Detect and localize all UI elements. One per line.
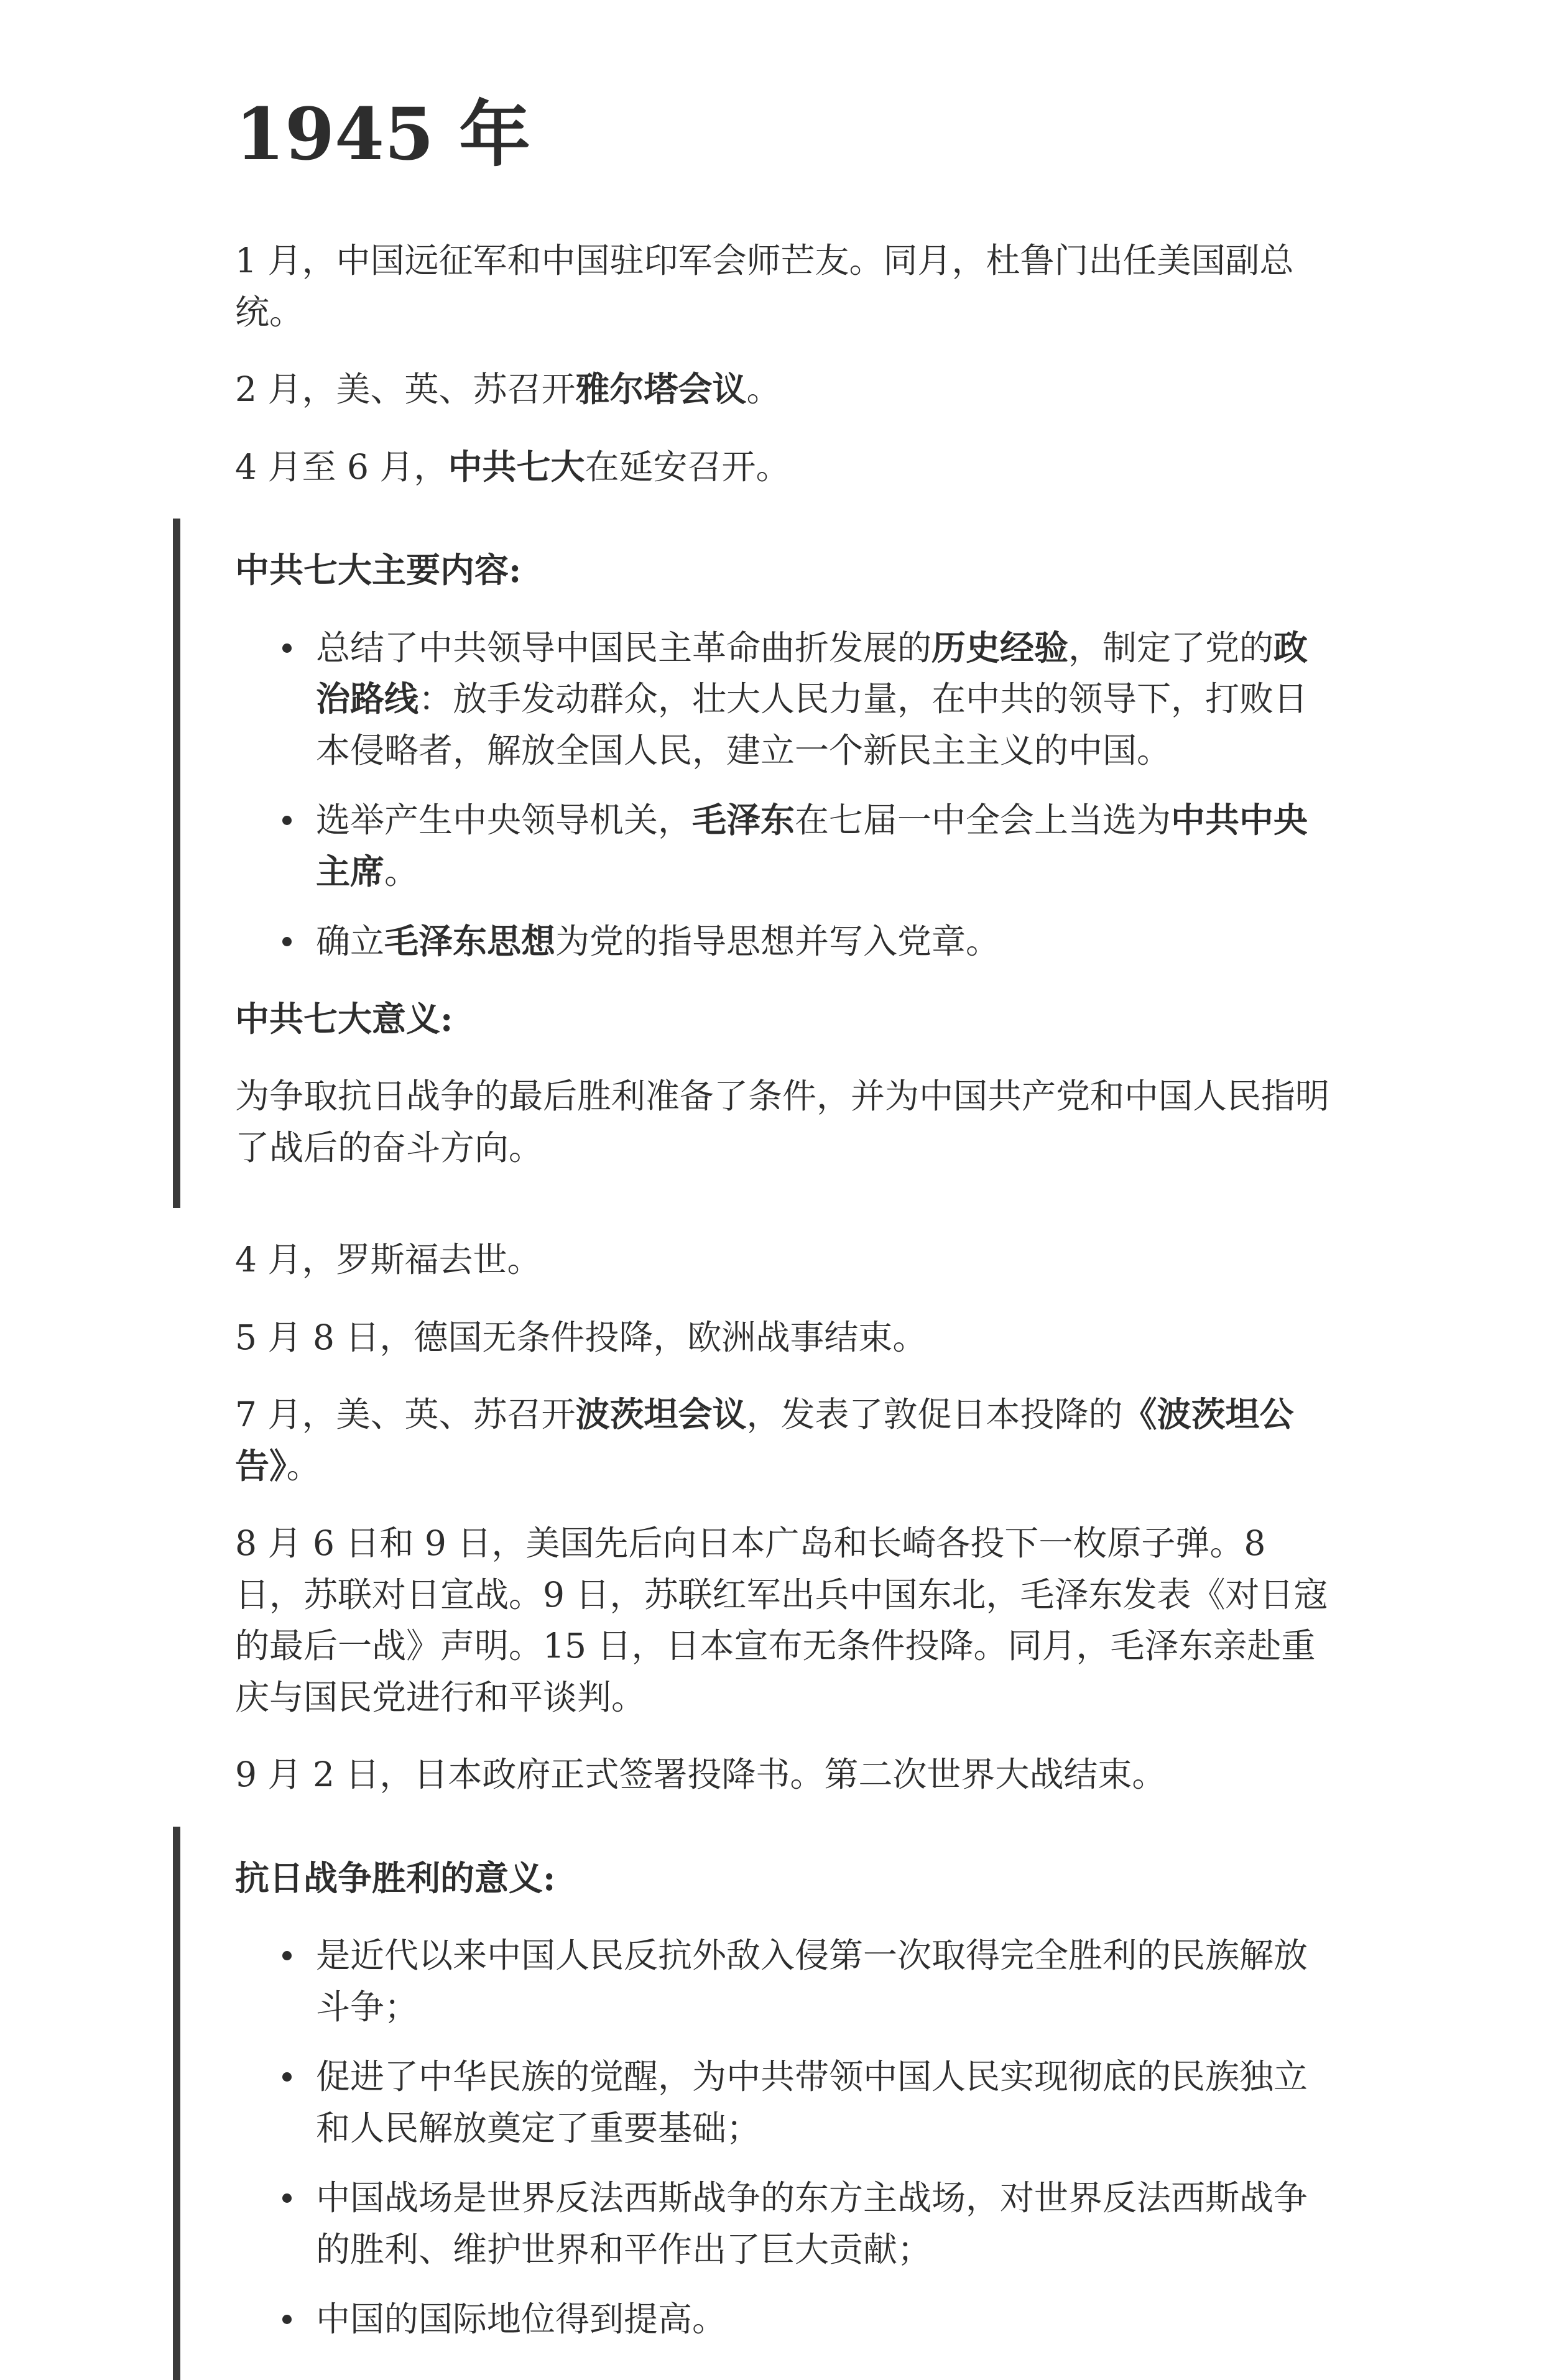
paragraph-august: 8 月 6 日和 9 日，美国先后向日本广岛和长崎各投下一枚原子弹。8 日，苏联对日宣战。9 日，苏联红军出兵中国东北，毛泽东发表《对日寇的最后一战》声明。15 日，日本宣布无条件投降。同月，毛泽东亲赴重庆与国民党进行和平谈判。 [235,1523,1328,1717]
paragraph-september: 9 月 2 日，日本政府正式签署投降书。第二次世界大战结束。 [235,1755,1167,1794]
list-item: 促进了中华民族的觉醒，为中共带领中国人民实现彻底的民族独立和人民解放奠定了重要基础； [316,2051,1329,2154]
quote-paragraph-meaning: 为争取抗日战争的最后胜利准备了条件，并为中国共产党和中国人民指明了战后的奋斗方向。 [235,1076,1330,1168]
bold-run: 毛泽东思想 [384,921,556,961]
paragraph-april-june [235,441,1329,493]
page-title: 1945 年 [235,93,531,177]
paragraph-january [235,235,1329,338]
text-run: ，制定了党的 [1068,627,1274,668]
text-run: 2 月，美、英、苏召开 [235,369,576,409]
bold-run: 《波茨坦公告》 [235,1394,1294,1486]
paragraph-may: 5 月 8 日，德国无条件投降，欧洲战事结束。 [235,1317,927,1357]
blockquote-qida [173,519,1329,1208]
text-run: 在延安召开。 [585,446,790,487]
text-run: 为党的指导思想并写入党章。 [555,921,1001,961]
paragraph-july [235,1389,1329,1492]
text-run: ：放手发动群众，壮大人民力量，在中共的领导下，打败日本侵略者，解放全国人民，建立一个新民主主义的中国。 [316,679,1308,770]
text-run: 7 月，美、英、苏召开 [235,1395,576,1434]
list-item [316,622,1329,777]
bold-run: 政治路线 [316,627,1308,719]
text-run: 确立 [316,921,385,961]
text-run: 。 [384,851,419,892]
bullet-list-victory [235,1930,1329,2345]
text-run: ，发表了敦促日本投降的 [746,1395,1123,1434]
blockquote-victory [173,1827,1329,2380]
bullet-list-qida [235,622,1329,967]
text-run: 4 月至 6 月， [235,446,448,487]
list-item: 中国的国际地位得到提高。 [316,2294,1329,2345]
bold-run: 雅尔塔会议 [575,369,747,409]
bold-run: 毛泽东 [692,800,795,840]
bold-run: 中共七大 [448,446,585,487]
bold-run: 波茨坦会议 [575,1394,747,1434]
bold-run: 中共中央主席 [316,800,1308,892]
list-item: 是近代以来中国人民反抗外敌入侵第一次取得完全胜利的民族解放斗争； [316,1930,1329,2032]
paragraph-april: 4 月，罗斯福去世。 [235,1240,542,1280]
quote-heading-content: 中共七大主要内容: [235,550,522,590]
text-run: 总结了中共领导中国民主革命曲折发展的 [316,627,932,668]
list-item [316,795,1329,897]
quote-heading-victory: 抗日战争胜利的意义: [235,1857,556,1898]
text-run: 。 [746,369,781,409]
list-item: 中国战场是世界反法西斯战争的东方主战场，对世界反法西斯战争的胜利、维护世界和平作出了巨大贡献； [316,2172,1329,2275]
bold-run: 历史经验 [931,627,1069,668]
text-run: 选举产生中央领导机关， [316,800,693,840]
text-run: 。 [286,1446,321,1486]
text-run: 1 月，中国远征军和中国驻印军会师芒友。同月，杜鲁门出任美国副总统。 [235,241,1294,332]
list-item [316,916,1329,967]
quote-heading-meaning: 中共七大意义: [235,998,453,1039]
text-run: 在七届一中全会上当选为 [795,800,1172,840]
paragraph-february [235,364,1329,415]
